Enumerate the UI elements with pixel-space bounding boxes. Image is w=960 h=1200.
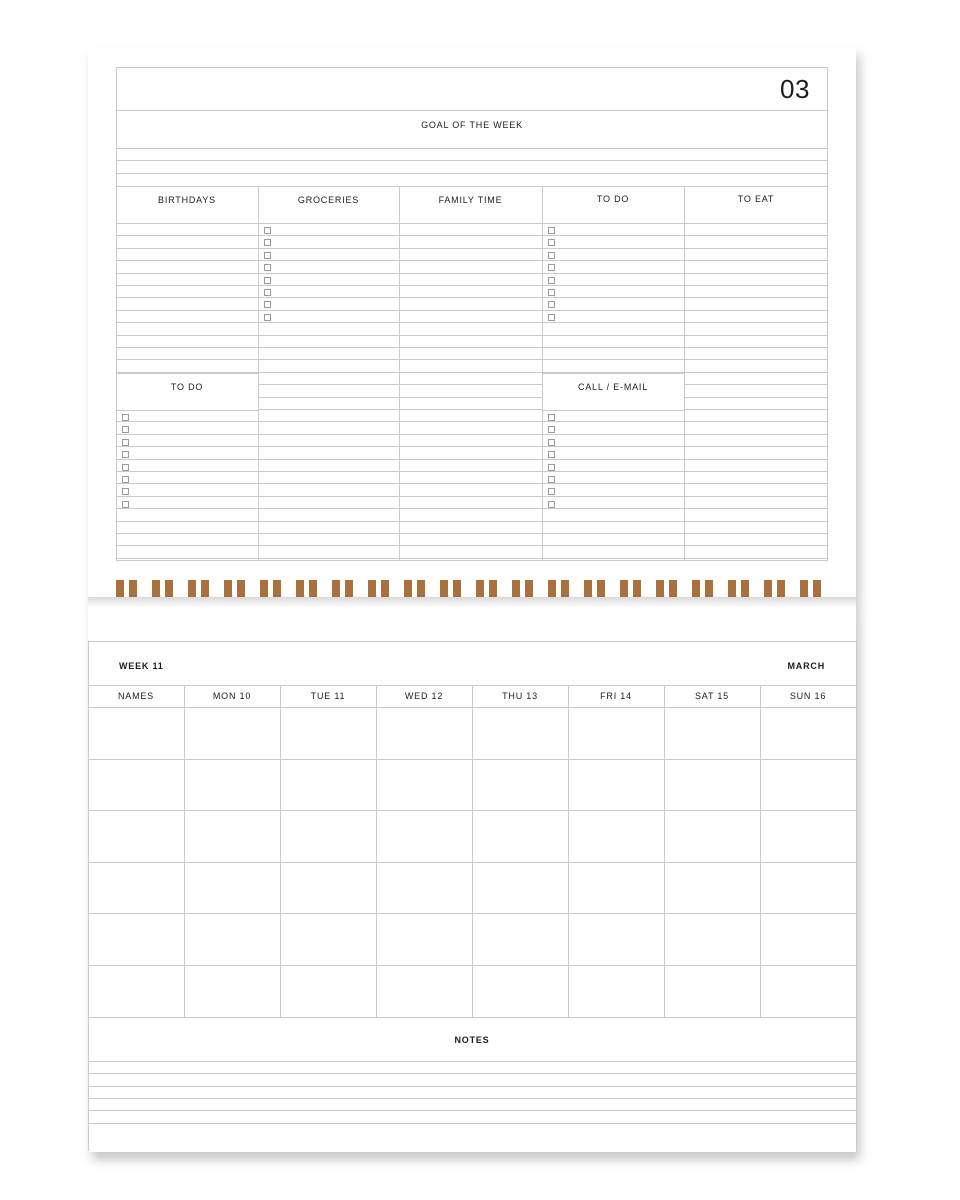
writing-line (542, 235, 684, 236)
writing-line (258, 558, 399, 559)
writing-line (258, 273, 399, 274)
writing-line (258, 471, 399, 472)
checkbox[interactable] (548, 289, 555, 296)
divider (88, 641, 856, 642)
checkbox[interactable] (548, 264, 555, 271)
checkbox[interactable] (122, 488, 129, 495)
day-header-mon: MON 10 (212, 691, 252, 701)
notes-line (88, 1086, 856, 1087)
writing-line (116, 533, 258, 534)
writing-line (258, 223, 399, 224)
writing-line (116, 558, 258, 559)
writing-line (684, 335, 828, 336)
day-header-sun: SUN 16 (789, 691, 827, 701)
writing-line (542, 335, 684, 336)
writing-line (116, 297, 258, 298)
writing-line (116, 521, 258, 522)
writing-line (399, 273, 542, 274)
section-divider (542, 373, 684, 374)
checkbox[interactable] (548, 252, 555, 259)
checkbox[interactable] (122, 439, 129, 446)
writing-line (684, 459, 828, 460)
writing-line (542, 545, 684, 546)
writing-line (399, 434, 542, 435)
checkbox[interactable] (548, 439, 555, 446)
writing-line (399, 558, 542, 559)
divider (116, 110, 828, 111)
writing-line (684, 223, 828, 224)
checkbox[interactable] (548, 414, 555, 421)
writing-line (258, 533, 399, 534)
checkbox[interactable] (264, 301, 271, 308)
grid-divider (568, 685, 569, 1017)
section-header-call-email: CALL / E-MAIL (577, 382, 649, 392)
day-header-wed: WED 12 (404, 691, 444, 701)
checkbox[interactable] (548, 239, 555, 246)
writing-line (542, 421, 684, 422)
writing-line (258, 235, 399, 236)
writing-line (116, 434, 258, 435)
writing-line (116, 248, 258, 249)
writing-line (116, 223, 258, 224)
writing-line (258, 434, 399, 435)
calendar-row-line (88, 913, 856, 914)
writing-line (542, 496, 684, 497)
writing-line (258, 285, 399, 286)
writing-line (399, 446, 542, 447)
notes-line (88, 1110, 856, 1111)
writing-line (684, 347, 828, 348)
writing-line (116, 545, 258, 546)
writing-line (684, 372, 828, 373)
writing-line (258, 421, 399, 422)
writing-line (684, 285, 828, 286)
writing-line (116, 310, 258, 311)
section-divider (116, 410, 258, 411)
writing-line (684, 248, 828, 249)
checkbox[interactable] (548, 277, 555, 284)
day-header-tue: TUE 11 (310, 691, 346, 701)
writing-line (399, 533, 542, 534)
grid-divider (280, 685, 281, 1017)
checkbox[interactable] (122, 501, 129, 508)
writing-line (399, 421, 542, 422)
writing-line (116, 322, 258, 323)
goal-line (116, 173, 828, 174)
checkbox[interactable] (264, 264, 271, 271)
writing-line (399, 483, 542, 484)
writing-line (116, 347, 258, 348)
writing-line (542, 260, 684, 261)
writing-line (399, 248, 542, 249)
checkbox[interactable] (548, 301, 555, 308)
writing-line (399, 384, 542, 385)
writing-line (684, 421, 828, 422)
writing-line (258, 384, 399, 385)
writing-line (399, 347, 542, 348)
checkbox[interactable] (548, 501, 555, 508)
writing-line (542, 223, 684, 224)
writing-line (258, 260, 399, 261)
grid-divider (88, 641, 89, 1151)
goal-line (116, 160, 828, 161)
section-divider (542, 410, 684, 411)
writing-line (684, 297, 828, 298)
writing-line (116, 285, 258, 286)
writing-line (116, 471, 258, 472)
day-header-sat: SAT 15 (695, 691, 729, 701)
calendar-row-line (88, 759, 856, 760)
writing-line (258, 508, 399, 509)
writing-line (684, 521, 828, 522)
section-divider (116, 373, 258, 374)
writing-line (684, 483, 828, 484)
day-header-thu: THU 13 (502, 691, 538, 701)
checkbox[interactable] (548, 314, 555, 321)
checkbox[interactable] (264, 289, 271, 296)
writing-line (542, 521, 684, 522)
writing-line (258, 459, 399, 460)
writing-line (542, 533, 684, 534)
calendar-row-line (88, 965, 856, 966)
checkbox[interactable] (122, 414, 129, 421)
writing-line (258, 248, 399, 249)
writing-line (399, 545, 542, 546)
checkbox[interactable] (122, 464, 129, 471)
writing-line (116, 260, 258, 261)
writing-line (116, 459, 258, 460)
writing-line (542, 471, 684, 472)
column-header-birthdays: BIRTHDAYS (158, 195, 216, 205)
checkbox[interactable] (264, 227, 271, 234)
writing-line (116, 359, 258, 360)
grid-divider (760, 685, 761, 1017)
notes-line (88, 1073, 856, 1074)
writing-line (542, 285, 684, 286)
checkbox[interactable] (548, 488, 555, 495)
writing-line (116, 508, 258, 509)
month-label: MARCH (787, 661, 825, 671)
writing-line (684, 471, 828, 472)
writing-line (684, 397, 828, 398)
writing-line (684, 359, 828, 360)
writing-line (116, 446, 258, 447)
writing-line (399, 521, 542, 522)
names-header: NAMES (117, 691, 154, 701)
writing-line (116, 421, 258, 422)
checkbox[interactable] (264, 314, 271, 321)
column-divider (399, 186, 400, 561)
grid-divider (376, 685, 377, 1017)
writing-line (542, 248, 684, 249)
checkbox[interactable] (548, 464, 555, 471)
notes-label: NOTES (454, 1035, 490, 1045)
grid-divider (472, 685, 473, 1017)
checkbox[interactable] (548, 476, 555, 483)
writing-line (684, 260, 828, 261)
writing-line (399, 397, 542, 398)
writing-line (399, 359, 542, 360)
writing-line (684, 446, 828, 447)
calendar-row-line (88, 1017, 856, 1018)
goal-line (116, 148, 828, 149)
writing-line (258, 335, 399, 336)
grid-divider (664, 685, 665, 1017)
writing-line (258, 359, 399, 360)
checkbox[interactable] (548, 451, 555, 458)
notes-divider (88, 1061, 856, 1062)
writing-line (684, 496, 828, 497)
writing-line (399, 235, 542, 236)
writing-line (399, 409, 542, 410)
divider (116, 186, 828, 187)
writing-line (399, 322, 542, 323)
writing-line (258, 372, 399, 373)
column-divider (684, 186, 685, 561)
writing-line (542, 483, 684, 484)
column-divider (258, 186, 259, 561)
notes-line (88, 1123, 856, 1124)
writing-line (116, 483, 258, 484)
writing-line (399, 223, 542, 224)
checkbox[interactable] (122, 451, 129, 458)
writing-line (399, 297, 542, 298)
writing-line (542, 347, 684, 348)
column-header-groceries: GROCERIES (297, 195, 360, 205)
writing-line (258, 397, 399, 398)
notes-line (88, 1098, 856, 1099)
writing-line (399, 260, 542, 261)
goal-of-the-week-label: GOAL OF THE WEEK (421, 120, 523, 130)
calendar-row-line (88, 862, 856, 863)
column-header-to-eat: TO EAT (737, 194, 775, 204)
writing-line (684, 508, 828, 509)
top-page-frame (116, 67, 828, 561)
writing-line (258, 521, 399, 522)
grid-divider (856, 641, 857, 1151)
writing-line (542, 273, 684, 274)
writing-line (542, 322, 684, 323)
week-label: WEEK 11 (119, 661, 164, 671)
writing-line (684, 273, 828, 274)
checkbox[interactable] (122, 476, 129, 483)
writing-line (116, 273, 258, 274)
writing-line (258, 409, 399, 410)
column-header-family-time: FAMILY TIME (438, 195, 503, 205)
writing-line (258, 483, 399, 484)
writing-line (684, 545, 828, 546)
writing-line (684, 384, 828, 385)
writing-line (116, 335, 258, 336)
writing-line (684, 558, 828, 559)
writing-line (542, 558, 684, 559)
writing-line (542, 508, 684, 509)
checkbox[interactable] (264, 252, 271, 259)
writing-line (542, 297, 684, 298)
writing-line (684, 322, 828, 323)
writing-line (258, 446, 399, 447)
writing-line (542, 459, 684, 460)
writing-line (258, 545, 399, 546)
writing-line (116, 496, 258, 497)
checkbox[interactable] (264, 277, 271, 284)
writing-line (542, 359, 684, 360)
checkbox[interactable] (264, 239, 271, 246)
week-number: 03 (780, 74, 810, 104)
writing-line (399, 508, 542, 509)
writing-line (116, 235, 258, 236)
checkbox[interactable] (548, 426, 555, 433)
grid-divider (184, 685, 185, 1017)
writing-line (684, 310, 828, 311)
writing-line (684, 235, 828, 236)
day-header-fri: FRI 14 (600, 691, 632, 701)
writing-line (399, 471, 542, 472)
checkbox[interactable] (548, 227, 555, 234)
writing-line (542, 434, 684, 435)
writing-line (542, 446, 684, 447)
writing-line (399, 335, 542, 336)
calendar-row-line (88, 810, 856, 811)
writing-line (399, 496, 542, 497)
writing-line (399, 285, 542, 286)
writing-line (399, 310, 542, 311)
section-header-to-do: TO DO (170, 382, 204, 392)
writing-line (258, 297, 399, 298)
writing-line (399, 459, 542, 460)
writing-line (684, 409, 828, 410)
checkbox[interactable] (122, 426, 129, 433)
writing-line (542, 310, 684, 311)
writing-line (258, 322, 399, 323)
writing-line (684, 434, 828, 435)
column-header-to-do: TO DO (596, 194, 630, 204)
writing-line (258, 496, 399, 497)
writing-line (684, 533, 828, 534)
writing-line (258, 310, 399, 311)
writing-line (399, 372, 542, 373)
writing-line (258, 347, 399, 348)
